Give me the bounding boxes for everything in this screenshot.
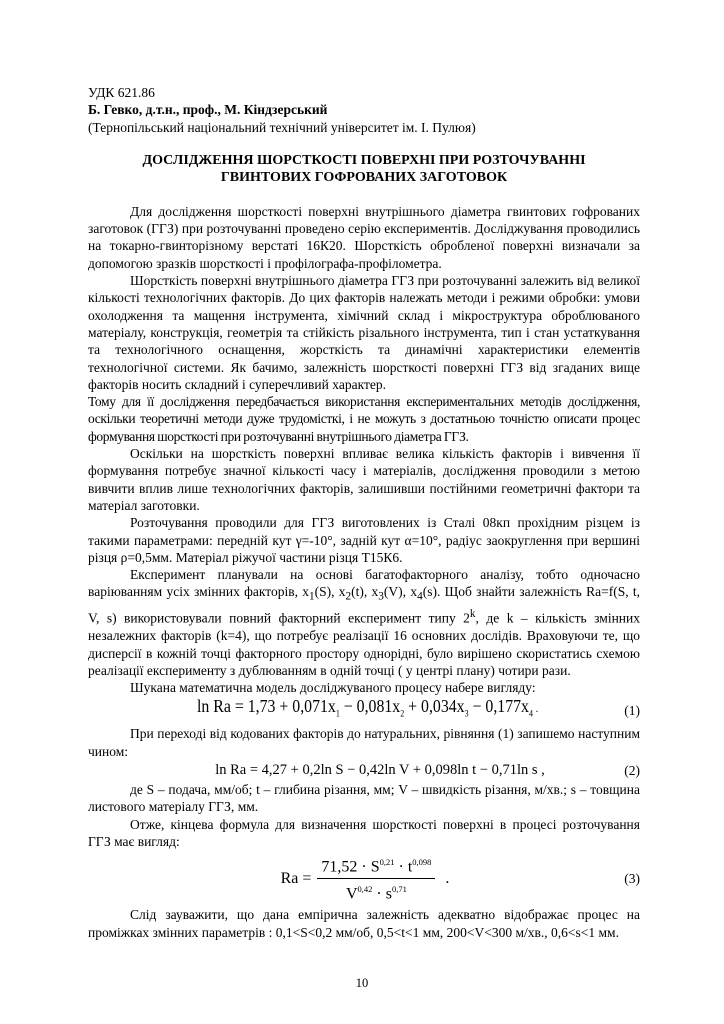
eq1-term-4: − 0,177x <box>468 696 529 717</box>
p5-text-d: (V), x <box>383 584 418 600</box>
eq1-tail: . <box>532 701 539 716</box>
paragraph-7: При переході від кодованих факторів до натуральних, рівняння (1) запишемо наступним чином: <box>88 726 640 759</box>
eq3-num-a: 71,52 · S <box>321 858 380 876</box>
eq1-sub-2: 2 <box>400 708 405 719</box>
eq3-tail: . <box>445 869 450 887</box>
paragraph-2: Шорсткість поверхні внутрішнього діаметра ГГЗ при розточуванні залежить від великої кількості технологічних факторів. До цих факторів належать методи і режими обробки: умови охолодження та мащення інструмента, хімічний склад і мікроструктура оброблюваного матеріалу, конструкція, геометрія та стійкість різального інструмента, тип і стан устаткування та технологічного оснащення, жорсткість та динамічні характеристики елементів технологічної системи. Як бачимо, залежність шорсткості поверхні ГГЗ від згаданих вище факторів носить складний і суперечливий характер. <box>88 273 640 392</box>
paper-page <box>88 84 640 941</box>
p5-text-a: Експеримент планували на основі багатофакторного аналізу, тобто одночасно варіюванням усіх змінних факторів, x <box>88 567 640 600</box>
paragraph-9: Отже, кінцева формула для визначення шорсткості поверхні в процесі розточування ГГЗ має вигляд: <box>88 816 640 850</box>
equation-1-number: (1) <box>624 703 640 719</box>
affiliation: (Тернопільський національний технічний університет ім. І. Пулюя) <box>88 119 476 135</box>
paragraph-10: Слід зауважити, що дана емпірична залежність адекватно відображає процес на проміжках змінних параметрів : 0,1<S<0,2 мм/об, 0,5<t<1 мм, 200<V<300 м/хв., 0,6<s<1 мм. <box>88 907 640 940</box>
paragraph-8: де S – подача, мм/об; t – глибина різання, мм; V – швидкість різання, м/хв.; s – товщина листового матеріалу ГГЗ, мм. <box>88 782 640 815</box>
eq3-denominator <box>346 879 407 903</box>
eq1-lhs: ln Ra = 1,73 + 0,071x <box>196 696 336 717</box>
paper-title <box>88 152 640 186</box>
title-line-1: ДОСЛІДЖЕННЯ ШОРСТКОСТІ ПОВЕРХНІ ПРИ РОЗТОЧУВАННІ <box>142 152 586 168</box>
p5-text-b: (S), x <box>314 584 346 600</box>
equation-2 <box>88 762 640 779</box>
eq1-sub-3: 3 <box>464 708 469 719</box>
p5-text-e: (s). Щоб знайти залежність Ra=f(S, t, V, s) використовували повний факторний експеримент типу 2 <box>88 584 640 626</box>
p5-sub-4: 4 <box>417 591 423 604</box>
eq1-term-2: − 0,081x <box>339 696 401 717</box>
eq3-fraction <box>317 854 435 902</box>
paragraph-1: Для дослідження шорсткості поверхні внутрішнього діаметра гвинтових гофрованих заготовок (ГГЗ) при розточуванні проведено серію експериментів. Досліджування проводились на токарно-гвинторізному верстаті 16К20. Шорсткість обробленої поверхні визначали за допомогою зразків шорсткості і профілографа-профілометра. <box>88 203 640 271</box>
eq3-lhs: Ra = <box>280 869 312 887</box>
equation-1-body <box>119 698 580 723</box>
eq3-den-b: · s <box>372 885 392 903</box>
page-number: 10 <box>355 976 369 990</box>
equation-2-body: ln Ra = 4,27 + 0,2ln S − 0,42ln V + 0,098ln t − 0,71ln s , <box>215 761 545 778</box>
eq3-den-exp-2: 0,71 <box>391 883 407 894</box>
p5-text-c: (t), x <box>351 584 379 600</box>
udc-code: УДК 621.86 <box>88 85 155 100</box>
title-line-2: ГВИНТОВИХ ГОФРОВАНИХ ЗАГОТОВОК <box>220 169 508 185</box>
paragraph-5 <box>88 566 640 679</box>
eq1-sub-4: 4 <box>528 708 533 719</box>
paragraph-4: Розточування проводили для ГГЗ виготовлених із Сталі 08кп прохідним різцем із такими параметрами: передній кут γ=-10°, задній кут α=10°, радіус заокруглення при вершині різця ρ=0,5мм. Матеріал ріжучої частини різця Т15К6. <box>88 515 640 565</box>
equation-3 <box>88 852 640 904</box>
paragraph-3: Оскільки на шорсткість поверхні впливає велика кількість факторів і вивчення її формування потребує значної кількості часу і матеріалів, дослідження проводили з метою вивчити вплив лише технологічних факторів, залишивши постійними геометричні фактори та матеріал заготовки. <box>88 446 640 513</box>
equation-1 <box>88 698 640 723</box>
eq3-num-b: · t <box>394 858 413 876</box>
eq3-den-a: V <box>345 885 358 903</box>
eq1-term-3: + 0,034x <box>404 696 465 717</box>
paragraph-6: Шукана математична модель досліджуваного процесу набере вигляду: <box>130 680 536 696</box>
equation-3-number: (3) <box>624 870 640 886</box>
eq1-sub-1: 1 <box>335 708 340 719</box>
equation-2-number: (2) <box>624 762 640 778</box>
p5-sub-2: 2 <box>345 591 352 604</box>
eq3-den-exp-1: 0,42 <box>357 883 373 894</box>
eq3-num-exp-2: 0,098 <box>412 857 432 868</box>
paragraph-2-continued: Тому для її дослідження передбачається використання експериментальних методів дослідження, оскільки теоретичні методи дуже трудомісткі, і не можуть з достатньою точністю описати процес формування шорсткості при розточуванні внутрішнього діаметра ГГЗ. <box>88 394 640 444</box>
eq3-num-exp-1: 0,21 <box>379 857 395 868</box>
p5-sup-k: k <box>469 608 476 621</box>
authors: Б. Гевко, д.т.н., проф., М. Кіндзерський <box>88 102 328 118</box>
equation-3-body <box>88 854 612 902</box>
eq3-numerator <box>317 854 435 879</box>
p5-text-f: , де k – кількість змінних незалежних факторів (k=4), що потребує реалізації 16 основних дослідів. Враховуючи те, що дисперсії в кожній точці факторного простору однорідні, було вирішено скористатись схемою реалізації експерименту з дублюванням в одній точці ( у центрі плану) чотири рази. <box>88 610 640 678</box>
p5-sub-3: 3 <box>378 591 384 604</box>
p5-sub-1: 1 <box>308 591 315 604</box>
